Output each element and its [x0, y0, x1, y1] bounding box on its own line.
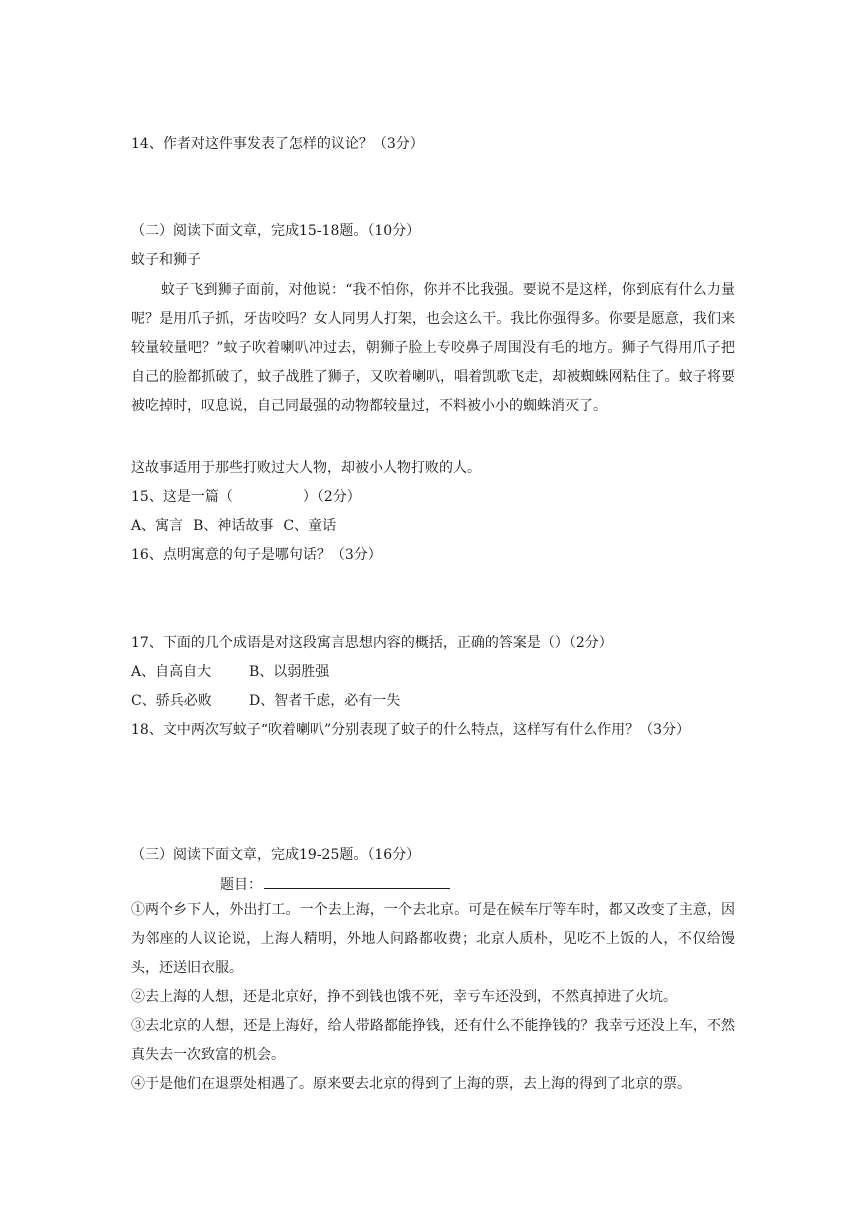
question-16: 16、点明寓意的句子是哪句话？（3分）: [131, 547, 382, 563]
option-c: C、骄兵必败: [131, 693, 212, 709]
passage-moral: 这故事适用于那些打败过大人物，却被小人物打败的人。: [131, 460, 481, 476]
passage-body-mosquito-lion: 蚊子飞到狮子面前，对他说：“我不怕你，你并不比我强。要说不是这样，你到底有什么力量呢？是用爪子抓，牙齿咬吗？女人同男人打架，也会这么干。我比你强得多。你要是愿意，我们来较量较量吧？”蚊子吹着喇叭冲过去，朝狮子脸上专咬鼻子周围没有毛的地方。狮子气得用爪子把自己的脸都抓破了，蚊子战胜了狮子，又吹着喇叭，唱着凯歌飞走，却被蜘蛛网粘住了。蚊子将要被吃掉时，叹息说，自己同最强的动物都较量过，不料被小小的蜘蛛消灭了。: [131, 282, 735, 414]
title-label: 题目：: [220, 877, 262, 893]
question-17-options-row-2: [131, 691, 400, 711]
paragraph-2: ②去上海的人想，还是北京好，挣不到钱也饿不死，幸亏车还没到，不然真掉进了火坑。: [131, 989, 677, 1005]
option-b: B、以弱胜强: [249, 664, 330, 680]
paragraph-4: ④于是他们在退票处相遇了。原来要去北京的得到了上海的票，去上海的得到了北京的票。: [131, 1076, 691, 1092]
question-18: 18、文中两次写蚊子“吹着喇叭”分别表现了蚊子的什么特点，这样写有什么作用？（3分）: [131, 722, 691, 738]
option-a: A、自高自大: [131, 664, 212, 680]
option-c: C、童话: [283, 518, 337, 534]
section-3-heading: （三）阅读下面文章，完成19-25题。（16分）: [131, 847, 421, 863]
option-d: D、智者千虑，必有一失: [249, 693, 401, 709]
option-b: B、神话故事: [193, 518, 274, 534]
section-2-heading: （二）阅读下面文章，完成15-18题。（10分）: [131, 223, 421, 239]
paragraph-3: ③去北京的人想，还是上海好，给人带路都能挣钱，还有什么不能挣钱的？我幸亏还没上车，不然真失去一次致富的机会。: [131, 1018, 735, 1063]
passage-title-mosquito-lion: 蚊子和狮子: [131, 252, 201, 268]
question-17-options-row-1: [131, 662, 329, 682]
option-a: A、寓言: [131, 518, 184, 534]
title-answer-blank[interactable]: [264, 873, 450, 889]
paragraph-1: ①两个乡下人，外出打工。一个去上海，一个去北京。可是在候车厅等车时，都又改变了主意，因为邻座的人议论说，上海人精明，外地人问路都收费；北京人质朴，见吃不上饭的人，不仅给馒头，还送旧衣服。: [131, 902, 735, 976]
question-17: 17、下面的几个成语是对这段寓言思想内容的概括，正确的答案是（）（2分）: [131, 635, 613, 651]
question-15: 15、这是一篇（ ）（2分）: [131, 489, 361, 505]
passage-title-row: [220, 873, 450, 895]
question-15-options: [131, 516, 336, 536]
question-14: 14、作者对这件事发表了怎样的议论？（3分）: [131, 136, 424, 152]
